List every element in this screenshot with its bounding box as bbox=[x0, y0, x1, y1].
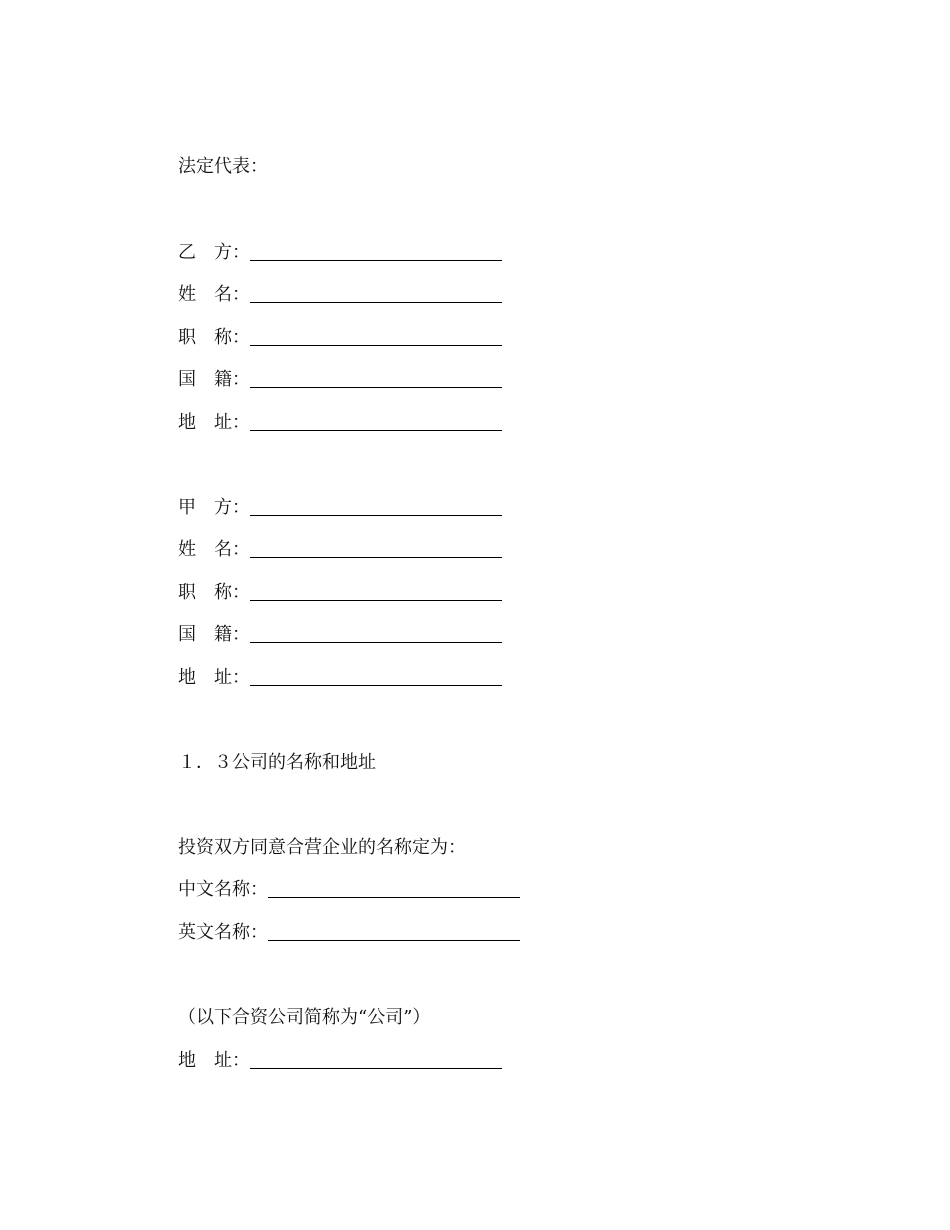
company-address-field: 地 址： bbox=[178, 1050, 502, 1072]
party-a-title-field: 职 称： bbox=[178, 582, 502, 604]
section-heading: １．３公司的名称和地址 bbox=[178, 752, 376, 773]
party-b-address-blank[interactable] bbox=[250, 429, 502, 431]
legal-representative-label: 法定代表： bbox=[178, 156, 268, 177]
party-a-address-blank[interactable] bbox=[250, 684, 502, 686]
party-a-address-field: 地 址： bbox=[178, 667, 502, 689]
party-b-nationality-blank[interactable] bbox=[250, 386, 502, 388]
party-b-blank[interactable] bbox=[250, 259, 502, 261]
party-a-blank[interactable] bbox=[250, 514, 502, 516]
party-b-title-field: 职 称： bbox=[178, 327, 502, 349]
abbreviation-note: （以下合资公司简称为“公司”） bbox=[178, 1007, 431, 1028]
party-a-field: 甲 方： bbox=[178, 497, 502, 519]
chinese-name-field: 中文名称： bbox=[178, 879, 520, 901]
party-a-title-blank[interactable] bbox=[250, 599, 502, 601]
company-address-blank[interactable] bbox=[250, 1067, 502, 1069]
party-a-name-blank[interactable] bbox=[250, 556, 502, 558]
party-a-name-field: 姓 名： bbox=[178, 539, 502, 561]
chinese-name-blank[interactable] bbox=[268, 896, 520, 898]
party-b-address-field: 地 址： bbox=[178, 412, 502, 434]
english-name-blank[interactable] bbox=[268, 939, 520, 941]
english-name-field: 英文名称： bbox=[178, 922, 520, 944]
party-b-title-blank[interactable] bbox=[250, 344, 502, 346]
party-b-name-blank[interactable] bbox=[250, 301, 502, 303]
party-a-nationality-blank[interactable] bbox=[250, 641, 502, 643]
party-b-nationality-field: 国 籍： bbox=[178, 369, 502, 391]
party-a-nationality-field: 国 籍： bbox=[178, 624, 502, 646]
intro-text: 投资双方同意合营企业的名称定为： bbox=[178, 837, 466, 858]
party-b-field: 乙 方： bbox=[178, 242, 502, 264]
party-b-name-field: 姓 名： bbox=[178, 284, 502, 306]
